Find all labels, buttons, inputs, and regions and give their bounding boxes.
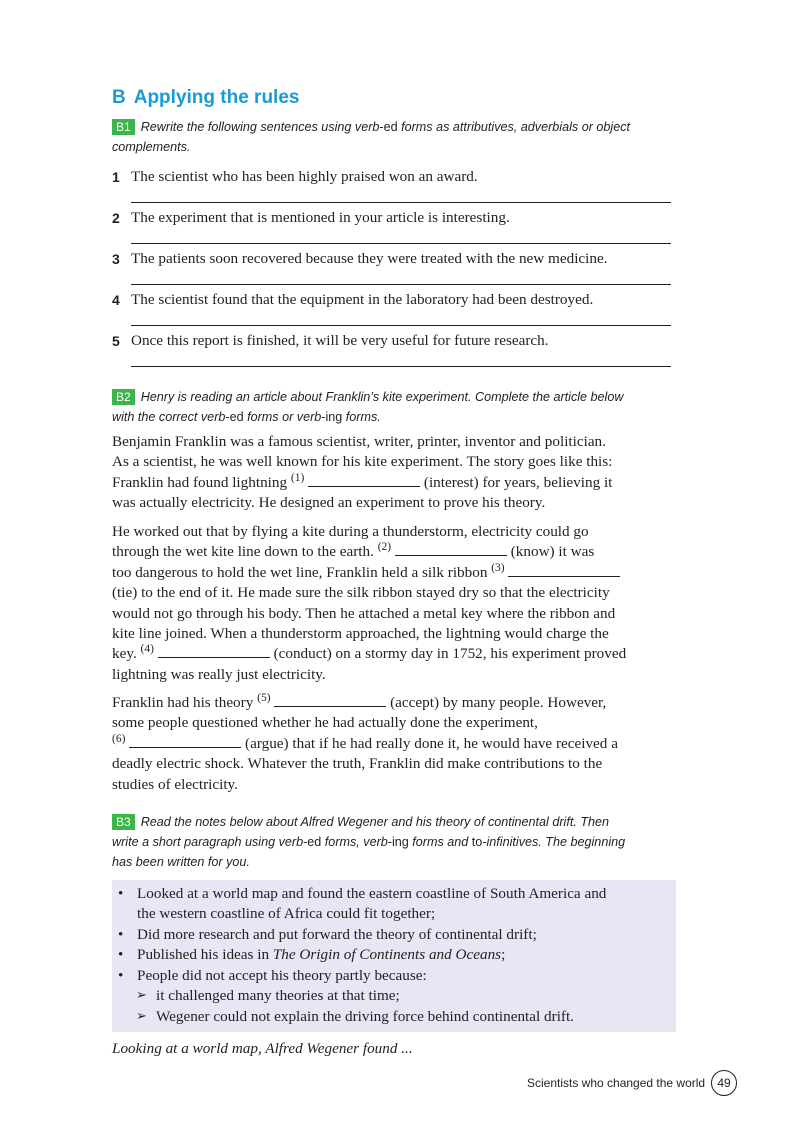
- item-number: 5: [112, 333, 120, 349]
- item-number: 3: [112, 251, 120, 267]
- blank-3[interactable]: [508, 564, 620, 577]
- b3-instr-ing: -ing: [387, 835, 409, 849]
- text-fragment: Franklin had his theory: [112, 694, 258, 711]
- text-line: He worked out that by flying a kite during a thunderstorm, electricity could go: [112, 523, 589, 540]
- blank-5[interactable]: [274, 694, 386, 707]
- b1-answer-line-5[interactable]: [131, 366, 671, 367]
- footer-unit-title: Scientists who changed the world: [527, 1076, 706, 1090]
- b2-instr-a: with the correct verb: [112, 410, 226, 424]
- blank-number: (4): [140, 643, 154, 656]
- b2-instr-text: Henry is reading an article about Franklin’s kite experiment. Complete the article below: [140, 390, 624, 404]
- text-line: deadly electric shock. Whatever the truth, Franklin did make contributions to the: [112, 755, 603, 773]
- text-line: [112, 734, 678, 754]
- b1-answer-line-2[interactable]: [131, 243, 671, 244]
- b2-badge: B2: [112, 389, 135, 405]
- b1-answer-line-1[interactable]: [131, 202, 671, 203]
- b2-paragraph-3: [112, 693, 678, 795]
- b2-instructions: [112, 387, 676, 427]
- item-number: 4: [112, 292, 120, 308]
- section-title-text: Applying the rules: [133, 87, 300, 108]
- bullet: •: [118, 967, 124, 984]
- text-fragment: (know) it was: [506, 543, 595, 561]
- item-text: Once this report is finished, it will be very useful for future research.: [131, 332, 549, 349]
- text-fragment: Franklin had found lightning: [112, 473, 291, 491]
- b3-instr-g: -infinitives. The beginning: [482, 835, 626, 849]
- text-line: [112, 473, 678, 493]
- book-title: The Origin of Continents and Oceans: [272, 946, 502, 963]
- b2-instr-ing: -ing: [321, 410, 343, 424]
- b3-instr-line3: has been written for you.: [112, 855, 250, 869]
- text-line: studies of electricity.: [112, 775, 238, 793]
- note-text: [137, 945, 505, 965]
- text-line: was actually electricity. He designed an experiment to prove his theory.: [112, 494, 546, 512]
- text-fragment: key.: [112, 645, 141, 663]
- section-title: [112, 87, 299, 109]
- b1-instr-text2: forms as attributives, adverbials or object: [397, 120, 630, 134]
- b3-instr-ed: -ed: [303, 835, 322, 849]
- b1-instr-ed: -ed: [379, 120, 398, 134]
- text-fragment: (accept) by many people. However,: [386, 694, 607, 711]
- item-text: The patients soon recovered because they were treated with the new medicine.: [131, 250, 608, 267]
- blank-number: (2): [377, 541, 392, 554]
- text-fragment: too dangerous to hold the wet line, Franklin held a silk ribbon: [112, 563, 492, 581]
- note-text: Looked at a world map and found the eastern coastline of South America and: [137, 885, 607, 902]
- blank-1[interactable]: [308, 474, 420, 487]
- item-number: 1: [112, 169, 120, 185]
- text-line: [112, 693, 678, 713]
- b3-starter-sentence: Looking at a world map, Alfred Wegener found ...: [112, 1040, 413, 1057]
- text-line: (tie) to the end of it. He made sure the silk ribbon stayed dry so that the electricity: [112, 584, 610, 602]
- sub-note-text: it challenged many theories at that time;: [156, 987, 400, 1004]
- text-line: some people questioned whether he had actually done the experiment,: [112, 714, 538, 732]
- section-letter: B: [112, 87, 126, 108]
- item-text: The experiment that is mentioned in your article is interesting.: [131, 209, 510, 226]
- b2-instr-ed: -ed: [225, 410, 244, 424]
- note-fragment: ;: [501, 946, 506, 963]
- note-text: Did more research and put forward the theory of continental drift;: [137, 926, 537, 943]
- text-line: kite line joined. When a thunderstorm approached, the lightning would charge the: [112, 624, 609, 642]
- b3-instr-e: forms and: [408, 835, 472, 849]
- text-line: [112, 542, 678, 562]
- item-text: The scientist who has been highly praised won an award.: [131, 168, 478, 185]
- b1-answer-line-4[interactable]: [131, 325, 671, 326]
- bullet: •: [118, 926, 124, 943]
- text-fragment: (argue) that if he had really done it, he would have received a: [241, 734, 618, 752]
- b3-instr-a: write a short paragraph using verb: [112, 835, 304, 849]
- text-line: Benjamin Franklin was a famous scientist, writer, printer, inventor and politician.: [112, 433, 606, 450]
- blank-2[interactable]: [395, 543, 507, 556]
- b1-instr-text: Rewrite the following sentences using verb: [140, 120, 380, 134]
- text-fragment: (interest) for years, believing it: [420, 473, 613, 491]
- blank-number: (3): [491, 561, 505, 574]
- b2-paragraph-1: [112, 432, 678, 514]
- b3-instr-c: forms, verb: [321, 835, 388, 849]
- b1-instr-line2: complements.: [112, 140, 191, 154]
- b3-notes-box: [112, 880, 676, 1032]
- arrow-bullet-icon: ➢: [136, 988, 147, 1003]
- b2-instr-e: forms.: [342, 410, 381, 424]
- b2-instr-c: forms or verb: [243, 410, 322, 424]
- blank-6[interactable]: [129, 735, 241, 748]
- note-text: People did not accept his theory partly because:: [137, 967, 427, 984]
- arrow-bullet-icon: ➢: [136, 1009, 147, 1024]
- bullet: •: [118, 946, 124, 963]
- bullet: •: [118, 885, 124, 902]
- blank-number: (6): [112, 732, 126, 745]
- sub-note-text: Wegener could not explain the driving force behind continental drift.: [156, 1008, 574, 1025]
- blank-4[interactable]: [158, 645, 270, 658]
- text-line: [112, 563, 678, 583]
- b3-instr-text: Read the notes below about Alfred Wegener and his theory of continental drift. Then: [140, 815, 610, 829]
- note-fragment: Published his ideas in: [137, 946, 273, 963]
- item-number: 2: [112, 210, 120, 226]
- text-fragment: through the wet kite line down to the earth.: [112, 543, 378, 561]
- blank-number: (1): [290, 471, 305, 484]
- b1-badge: B1: [112, 119, 135, 135]
- text-line: [112, 644, 678, 664]
- text-line: lightning was really just electricity.: [112, 665, 326, 683]
- blank-number: (5): [257, 692, 271, 704]
- page-number: 49: [711, 1070, 737, 1096]
- item-text: The scientist found that the equipment in the laboratory had been destroyed.: [131, 291, 594, 308]
- text-line: would not go through his body. Then he attached a metal key where the ribbon and: [112, 604, 616, 622]
- b3-instr-to: to: [471, 835, 483, 849]
- b2-paragraph-2: [112, 522, 678, 685]
- b1-answer-line-3[interactable]: [131, 284, 671, 285]
- b1-instructions: [112, 117, 676, 157]
- text-fragment: (conduct) on a stormy day in 1752, his experiment proved: [269, 645, 627, 663]
- b3-instructions: [112, 812, 676, 872]
- text-line: As a scientist, he was well known for his kite experiment. The story goes like this:: [112, 453, 613, 471]
- b3-badge: B3: [112, 814, 135, 830]
- note-text: the western coastline of Africa could fit together;: [137, 905, 436, 922]
